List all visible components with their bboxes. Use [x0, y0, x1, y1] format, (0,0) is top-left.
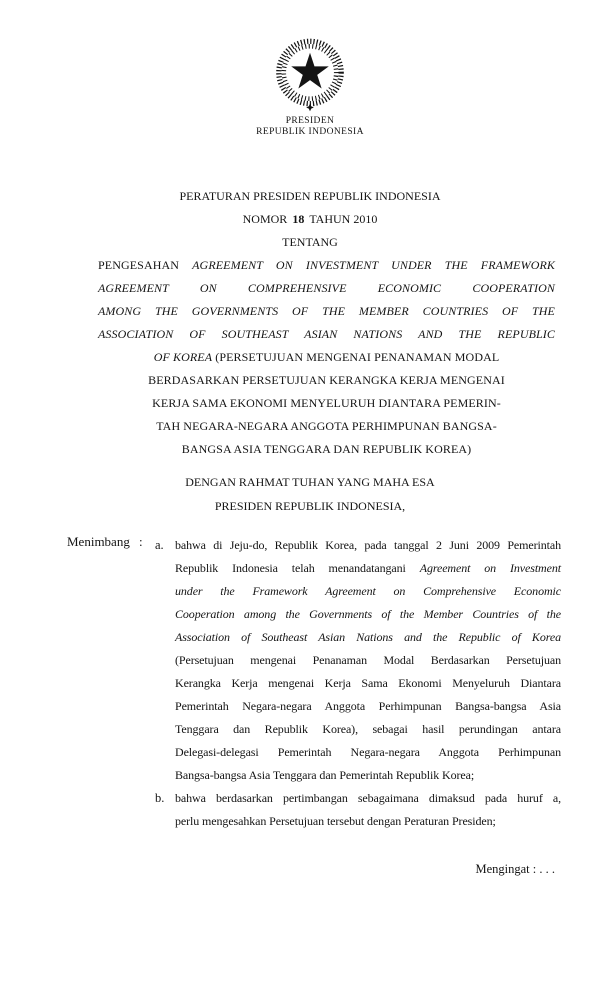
body-line [175, 764, 561, 787]
presidential-star-wreath-emblem [272, 34, 348, 114]
title-subject-line [98, 277, 555, 300]
text-segment: bahwa berdasarkan pertimbangan sebagaimana dimaksud pada huruf a, [175, 791, 561, 805]
item-text [175, 534, 561, 787]
italic-text-segment: OF KOREA [153, 350, 213, 364]
text-segment: Delegasi-delegasi Pemerintah Negara-negara Anggota Perhimpunan [175, 745, 561, 759]
text-segment: Pemerintah Negara-negara Anggota Perhimpunan Bangsa-bangsa Asia [175, 699, 561, 713]
nomor-number: 18 [292, 212, 305, 226]
menimbang-label: Menimbang [67, 534, 130, 549]
title-subject-line [98, 369, 555, 392]
body-line [175, 718, 561, 741]
body-line [175, 649, 561, 672]
body-line [175, 810, 561, 833]
text-segment: TAH NEGARA-NEGARA ANGGOTA PERHIMPUNAN BANGSA- [156, 419, 497, 433]
text-segment: KERJA SAMA EKONOMI MENYELURUH DIANTARA PEMERIN- [152, 396, 501, 410]
issuer-line: PRESIDEN REPUBLIK INDONESIA, [214, 499, 406, 513]
body-line [175, 626, 561, 649]
text-segment: BERDASARKAN PERSETUJUAN KERANGKA KERJA MENGENAI [148, 373, 505, 387]
title-subject-line [98, 300, 555, 323]
body-line [175, 580, 561, 603]
regulation-subject [98, 254, 555, 461]
italic-text-segment: AGREEMENT ON INVESTMENT UNDER THE FRAMEWORK [192, 258, 556, 272]
body-line [175, 534, 561, 557]
item-text [175, 787, 561, 833]
body-line [175, 787, 561, 810]
catchword-mengingat: Mengingat : . . . [475, 862, 555, 876]
text-segment: Republik Indonesia telah menandatangani [175, 561, 420, 575]
item-marker: b. [155, 791, 165, 805]
text-segment: perlu mengesahkan Persetujuan tersebut dengan Peraturan Presiden; [175, 814, 496, 828]
menimbang-items [155, 534, 562, 833]
text-segment: BANGSA ASIA TENGGARA DAN REPUBLIK KOREA) [181, 442, 472, 456]
text-segment: Bangsa-bangsa Asia Tenggara dan Pemerintah Republik Korea; [175, 768, 475, 782]
nomor-suffix: TAHUN 2010 [309, 212, 378, 226]
title-subject-line [98, 254, 555, 277]
text-segment: PENGESAHAN [98, 258, 193, 272]
tentang-line: TENTANG [282, 235, 338, 249]
text-segment: Tenggara dan Republik Korea), sebagai hasil perundingan antara [175, 722, 561, 736]
text-segment: (PERSETUJUAN MENGENAI PENANAMAN MODAL [212, 350, 500, 364]
title-subject-line [98, 415, 555, 438]
org-line-republik: REPUBLIK INDONESIA [256, 127, 364, 137]
text-segment: bahwa di Jeju-do, Republik Korea, pada tanggal 2 Juni 2009 Pemerintah [175, 538, 561, 552]
text-segment: Kerangka Kerja mengenai Kerja Sama Ekonomi Menyeluruh Diantara [175, 676, 561, 690]
body-line [175, 603, 561, 626]
italic-text-segment: Association of Southeast Asian Nations and the Republic of Korea [175, 630, 561, 644]
body-line [175, 695, 561, 718]
body-line [175, 557, 561, 580]
invocation-line: DENGAN RAHMAT TUHAN YANG MAHA ESA [185, 475, 435, 489]
item-marker: a. [155, 538, 164, 552]
nomor-prefix: NOMOR [242, 212, 288, 226]
italic-text-segment: AGREEMENT ON COMPREHENSIVE ECONOMIC COOPERATION [98, 281, 555, 295]
italic-text-segment: Cooperation among the Governments of the Member Countries of the [175, 607, 561, 621]
regulation-title-head [70, 185, 550, 254]
title-subject-line [98, 323, 555, 346]
regulation-number-line [70, 208, 550, 231]
text-segment: (Persetujuan mengenai Penanaman Modal Berdasarkan Persetujuan [175, 653, 561, 667]
preamble [70, 470, 550, 518]
body-line [175, 672, 561, 695]
issuing-authority [70, 116, 550, 138]
italic-text-segment: AMONG THE GOVERNMENTS OF THE MEMBER COUNTRIES OF THE [98, 304, 555, 318]
consideration-item [155, 787, 562, 833]
org-line-presiden: PRESIDEN [285, 116, 335, 126]
star-icon [291, 53, 329, 89]
consideration-item [155, 534, 562, 787]
italic-text-segment: under the Framework Agreement on Comprehensive Economic [175, 584, 561, 598]
title-subject-line [98, 346, 555, 369]
italic-text-segment: ASSOCIATION OF SOUTHEAST ASIAN NATIONS AND THE REPUBLIC [98, 327, 555, 341]
menimbang-separator: : [139, 534, 143, 549]
italic-text-segment: Agreement on Investment [419, 561, 561, 575]
title-subject-line [98, 392, 555, 415]
regulation-type-line: PERATURAN PRESIDEN REPUBLIK INDONESIA [179, 189, 441, 203]
body-line [175, 741, 561, 764]
title-subject-line [98, 438, 555, 461]
